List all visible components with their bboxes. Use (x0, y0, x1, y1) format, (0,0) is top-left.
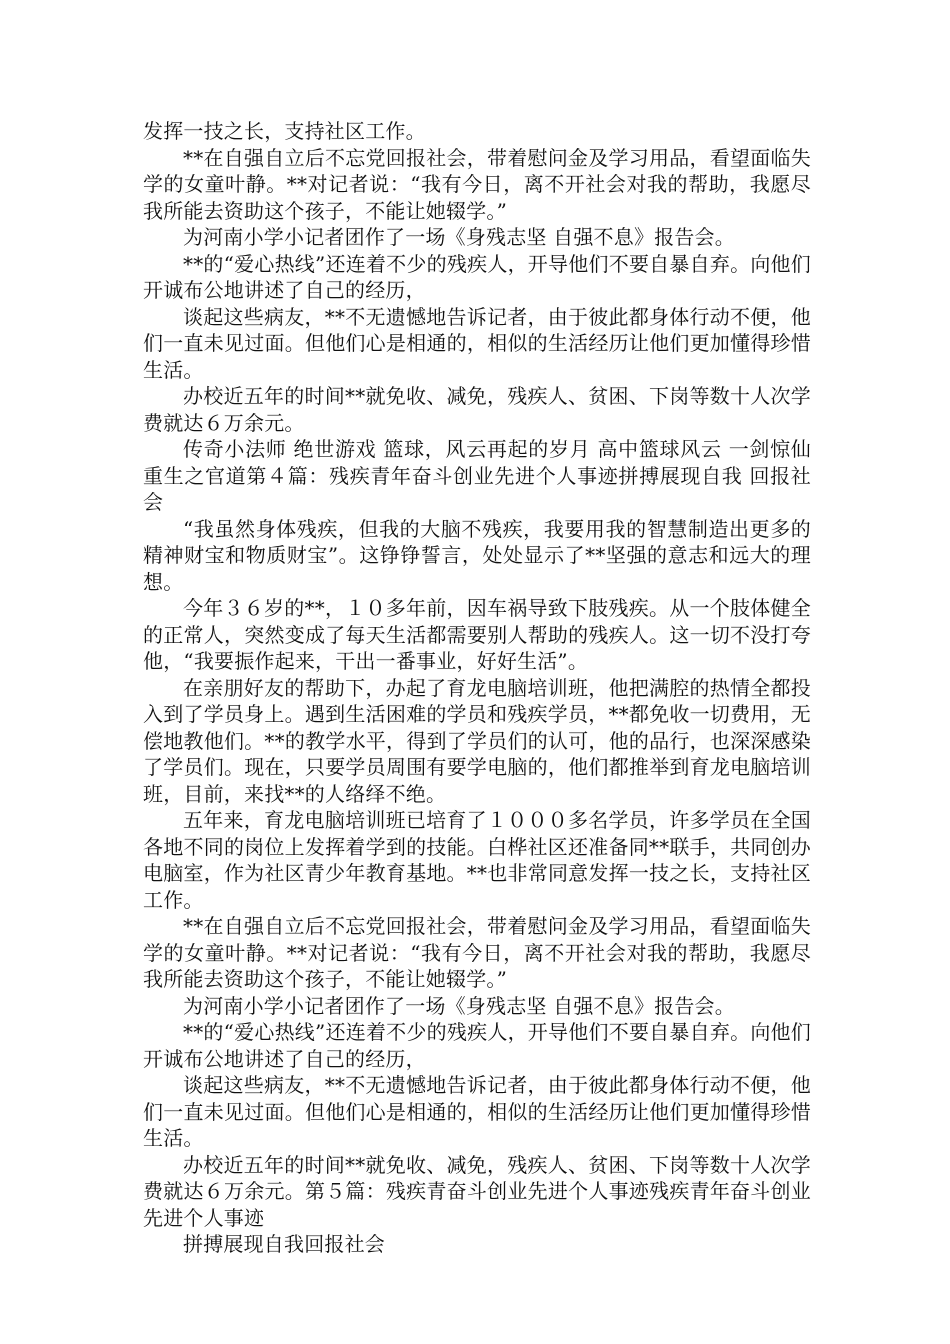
paragraph: “我虽然身体残疾，但我的大脑不残疾，我要用我的智慧制造出更多的精神财宝和物质财宝”。这铮铮誓言，处处显示了**坚强的意志和远大的理想。 (143, 516, 811, 594)
paragraph: 为河南小学小记者团作了一场《身残志坚 自强不息》报告会。 (183, 993, 735, 1018)
paragraph: 拼搏展现自我回报社会 (183, 1232, 385, 1256)
paragraph: **在自强自立后不忘党回报社会，带着慰问金及学习用品，看望面临失学的女童叶静。**对记者说：“我有今日，离不开社会对我的帮助，我愿尽我所能去资助这个孩子，不能让她辍学。” (143, 145, 811, 223)
paragraph: 办校近五年的时间**就免收、减免，残疾人、贫困、下岗等数十人次学费就达６万余元。第５篇：残疾青奋斗创业先进个人事迹残疾青年奋斗创业先进个人事迹 (143, 1152, 811, 1230)
document-page (143, 118, 811, 1258)
paragraph: **的“爱心热线”还连着不少的残疾人，开导他们不要自暴自弃。向他们开诚布公地讲述了自己的经历， (143, 1020, 811, 1071)
paragraph: 发挥一技之长，支持社区工作。 (143, 119, 426, 143)
paragraph: 为河南小学小记者团作了一场《身残志坚 自强不息》报告会。 (183, 225, 735, 249)
paragraph: **在自强自立后不忘党回报社会，带着慰问金及学习用品，看望面临失学的女童叶静。**对记者说：“我有今日，离不开社会对我的帮助，我愿尽我所能去资助这个孩子，不能让她辍学。” (143, 914, 811, 991)
paragraph: 办校近五年的时间**就免收、减免，残疾人、贫困、下岗等数十人次学费就达６万余元。 (143, 384, 811, 435)
paragraph: 传奇小法师 绝世游戏 篮球，风云再起的岁月 高中篮球风云 一剑惊仙 重生之官道第４篇：残疾青年奋斗创业先进个人事迹拼搏展现自我 回报社会 (143, 437, 811, 514)
paragraph: 在亲朋好友的帮助下，办起了育龙电脑培训班，他把满腔的热情全都投入到了学员身上。遇到生活困难的学员和残疾学员，**都免收一切费用，无偿地教他们。**的教学水平，得到了学员们的认可，他的品行，也深深感染了学员们。现在，只要学员周围有要学电脑的，他们都推举到育龙电脑培训班，目前，来找**的人络绎不绝。 (143, 675, 811, 806)
paragraph: **的“爱心热线”还连着不少的残疾人，开导他们不要自暴自弃。向他们开诚布公地讲述了自己的经历， (143, 251, 811, 302)
paragraph: 谈起这些病友，**不无遗憾地告诉记者，由于彼此都身体行动不便，他们一直未见过面。但他们心是相通的，相似的生活经历让他们更加懂得珍惜生活。 (143, 304, 811, 382)
paragraph: 今年３６岁的**，１０多年前，因车祸导致下肢残疾。从一个肢体健全的正常人，突然变成了每天生活都需要别人帮助的残疾人。这一切不没打夸他，“我要振作起来，干出一番事业，好好生活”。 (143, 596, 811, 673)
paragraph: 谈起这些病友，**不无遗憾地告诉记者，由于彼此都身体行动不便，他们一直未见过面。但他们心是相通的，相似的生活经历让他们更加懂得珍惜生活。 (143, 1073, 811, 1150)
paragraph: 五年来，育龙电脑培训班已培育了１０００多名学员，许多学员在全国各地不同的岗位上发挥着学到的技能。白桦社区还准备同**联手，共同创办电脑室，作为社区青少年教育基地。**也非常同意发挥一技之长，支持社区工作。 (143, 808, 811, 912)
